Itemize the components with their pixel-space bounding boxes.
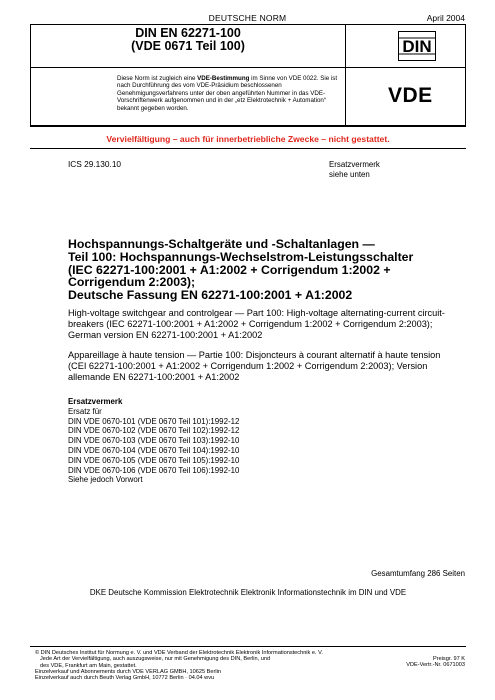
copyright-line: Einzelverkauf und Abonnements durch VDE VERLAG GMBH, 10625 Berlin <box>35 668 221 675</box>
ics-code: ICS 29.130.10 <box>68 159 122 169</box>
separator-line-warning <box>30 148 466 149</box>
vde-note-bold: VDE-Bestimmung <box>197 75 250 82</box>
vde-note-prefix: Diese Norm ist zugleich eine <box>117 75 198 82</box>
copy-warning: Vervielfältigung – auch für innerbetriebliche Zwecke – nicht gestattet. <box>106 134 390 144</box>
title-english <box>68 308 463 342</box>
vde-note <box>117 75 341 112</box>
standard-number-line2: (VDE 0671 Teil 100) <box>131 39 245 53</box>
din-logo-text: DIN <box>402 37 432 56</box>
replacement-item: DIN VDE 0670-103 (VDE 0670 Teil 103):1992-10 <box>68 436 240 446</box>
vde-contract-number: VDE-Vertr.-Nr. 0671003 <box>406 662 465 669</box>
copyright-footer <box>35 650 375 681</box>
replacement-item: DIN VDE 0670-105 (VDE 0670 Teil 105):1992-10 <box>68 455 240 465</box>
din-logo <box>398 31 436 61</box>
publication-date: April 2004 <box>426 13 465 23</box>
ersatz-note-line2: siehe unten <box>329 170 370 179</box>
title-english-line: breakers (IEC 62271-100:2001 + A1:2002 + Corrigendum 1:2002 + Corrigendum 2:2003); <box>68 319 433 330</box>
standard-number-line1: DIN EN 62271-100 <box>135 26 241 40</box>
title-french-line: (CEI 62271-100:2001 + A1:2002 + Corrigendum 1:2002 + Corrigendum 2:2003); Version <box>68 361 428 372</box>
title-german-line: Hochspannungs-Schaltgeräte und -Schaltanlagen — <box>68 237 375 251</box>
total-pages: Gesamtumfang 286 Seiten <box>371 569 465 578</box>
price-group: Preisgr. 97 K <box>432 656 465 662</box>
vde-note-rest: im Sinne von VDE 0022. Sie ist nach Durchführung des vom VDE-Präsidium beschlossenen Genehmigungsverfahrens unter der oben angeführten Nummer in das VDE-Vorschriftenwerk aufgenommen und in der „etz Elektrotechnik + Automation“ bekannt gegeben worden. <box>117 75 338 112</box>
frame-divider-vertical <box>345 24 346 126</box>
price-info <box>406 656 465 669</box>
separator-line-top <box>30 126 466 127</box>
copyright-line: © DIN Deutsches Institut für Normung e. V. und VDE Verband der Elektrotechnik Elektronik Informationstechnik e. V. <box>35 650 323 656</box>
title-german-line: (IEC 62271-100:2001 + A1:2002 + Corrigendum 1:2002 + <box>68 262 391 277</box>
ersatz-note-line1: Ersatzvermerk <box>329 160 380 169</box>
title-german-line: Deutsche Fassung EN 62271-100:2001 + A1:2002 <box>68 288 353 303</box>
standard-number <box>31 27 345 53</box>
replacement-item: DIN VDE 0670-102 (VDE 0670 Teil 102):1992-12 <box>68 426 240 436</box>
ersatz-note <box>329 160 380 180</box>
title-german <box>68 238 458 302</box>
replacement-outro: Siehe jedoch Vorwort <box>68 475 143 485</box>
replacement-intro: Ersatz für <box>68 406 102 416</box>
replacement-item: DIN VDE 0670-101 (VDE 0670 Teil 101):1992-12 <box>68 416 240 426</box>
replacement-item: DIN VDE 0670-106 (VDE 0670 Teil 106):1992-10 <box>68 465 240 475</box>
frame-divider-horizontal <box>30 67 466 68</box>
dke-commission: DKE Deutsche Kommission Elektrotechnik Elektronik Informationstechnik im DIN und VDE <box>89 588 407 597</box>
title-english-line: German version EN 62271-100:2001 + A1:2002 <box>68 330 263 341</box>
copyright-line: Jede Art der Vervielfältigung, auch auszugsweise, nur mit Genehmigung des DIN, Berlin, und <box>40 656 271 663</box>
title-english-line: High-voltage switchgear and controlgear — Part 100: High-voltage alternating-current circuit- <box>68 308 445 318</box>
replacement-notice <box>68 397 239 485</box>
replacement-heading: Ersatzvermerk <box>68 397 123 406</box>
replacement-item: DIN VDE 0670-104 (VDE 0670 Teil 104):1992-10 <box>68 445 240 455</box>
title-french-line: Appareillage à haute tension — Partie 100: Disjoncteurs à courant alternatif à haute tension <box>68 350 441 360</box>
footer-separator <box>30 646 466 647</box>
title-german-line: Teil 100: Hochspannungs-Wechselstrom-Leistungsschalter <box>68 249 414 264</box>
copyright-line: des VDE, Frankfurt am Main, gestattet. <box>40 662 137 669</box>
title-french-line: allemande EN 62271-100:2001 + A1:2002 <box>68 372 240 383</box>
title-german-line: Corrigendum 2:2003); <box>68 275 196 290</box>
title-french <box>68 350 463 384</box>
copyright-line: Einzelverkauf auch durch Beuth Verlag GmbH, 10772 Berlin · 04.04 wvu <box>35 675 215 682</box>
vde-logo: VDE <box>388 84 433 107</box>
document-type: DEUTSCHE NORM <box>208 13 287 23</box>
